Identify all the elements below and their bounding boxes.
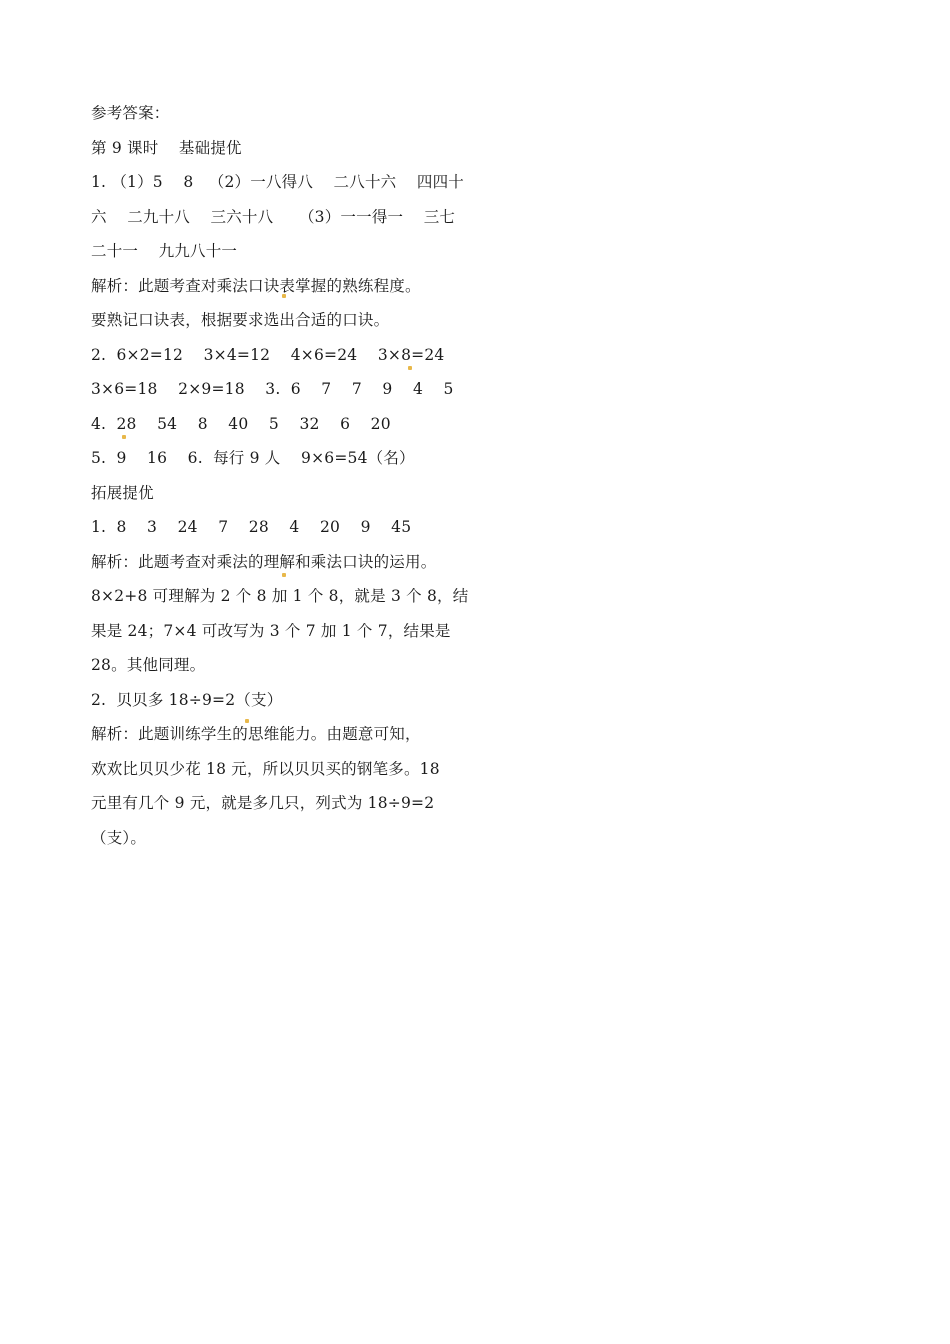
answer-line: 二十一 九九八十一 [91,242,238,260]
explanation-line: 要熟记口诀表，根据要求选出合适的口诀。 [91,311,390,329]
answer-line: 2. 贝贝多 18÷9=2（支） [91,690,283,709]
explanation-line: 果是 24；7×4 可改写为 3 个 7 加 1 个 7，结果是 [91,621,451,640]
answer-line: 2. 6×2=12 3×4=12 4×6=24 3×8=24 [91,345,445,364]
answer-line: 1. 8 3 24 7 28 4 20 9 45 [91,518,412,536]
scan-mark [245,719,249,723]
scan-mark [408,366,412,370]
answer-line: 3×6=18 2×9=18 3. 6 7 7 9 4 5 [91,380,454,398]
answer-content [91,99,511,858]
explanation-line: 解析：此题训练学生的思维能力。由题意可知， [91,725,421,743]
heading-reference-answers: 参考答案： [91,104,170,122]
answer-line: 4. 28 54 8 40 5 32 6 20 [91,414,391,433]
explanation-line: （支）。 [91,828,147,847]
section-title-lesson-9: 第 9 课时 基础提优 [91,138,242,157]
answer-line: 1. （1）5 8 （2）一八得八 二八十六 四四十 [91,173,464,191]
explanation-line: 解析：此题考查对乘法的理解和乘法口诀的运用。 [91,552,437,571]
scan-mark [282,294,286,298]
scan-mark [282,573,286,577]
explanation-line: 欢欢比贝贝少花 18 元，所以贝贝买的钢笔多。18 [91,759,440,778]
scan-mark [122,435,126,439]
explanation-line: 解析：此题考查对乘法口诀表掌握的熟练程度。 [91,276,421,295]
answer-line: 5. 9 16 6. 每行 9 人 9×6=54（名） [91,449,415,467]
section-title-extension: 拓展提优 [91,483,154,502]
explanation-line: 8×2+8 可理解为 2 个 8 加 1 个 8，就是 3 个 8，结 [91,587,469,605]
explanation-line: 元里有几个 9 元，就是多几只，列式为 18÷9=2 [91,794,435,812]
answer-line: 六 二九十八 三六十八 （3）一一得一 三七 [91,207,456,226]
explanation-line: 28。其他同理。 [91,656,206,674]
